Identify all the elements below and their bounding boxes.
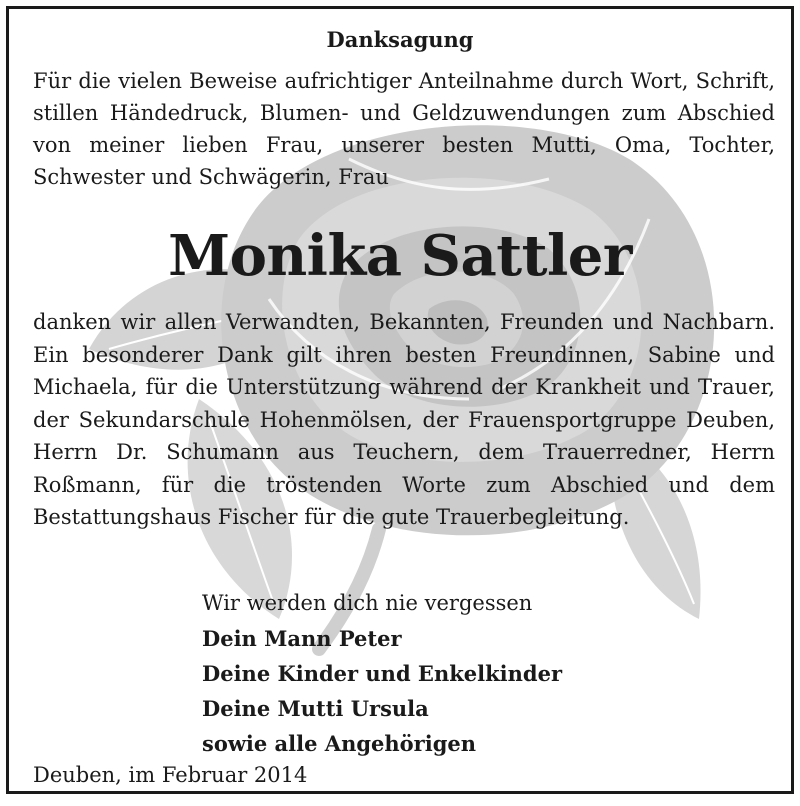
place-date: Deuben, im Februar 2014 xyxy=(33,763,308,787)
signatory-line: Deine Mutti Ursula xyxy=(202,696,429,721)
closing-block xyxy=(202,586,562,761)
signatory-line: sowie alle Angehörigen xyxy=(202,731,477,756)
heading-danksagung: Danksagung xyxy=(326,27,474,52)
signatory-line: Deine Kinder und Enkelkinder xyxy=(202,661,563,686)
deceased-name: Monika Sattler xyxy=(168,223,632,289)
thanks-paragraph: danken wir allen Verwandten, Bekannten, Freunden und Nachbarn. Ein besonderer Dank gilt ihren besten Freundinnen, Sabine und Michaela, für die Unterstützung während der Krankheit und Trauer, der Sekundarschule Hohenmölsen, der Frauensportgruppe Deuben, Herrn Dr. Schumann aus Teuchern, dem Trauerredner, Herrn Roßmann, für die tröstenden Worte zum Abschied und dem Bestattungshaus Fischer für die gute Trauerbegleitung. xyxy=(33,310,775,529)
intro-paragraph: Für die vielen Beweise aufrichtiger Anteilnahme durch Wort, Schrift, stillen Händedruck, Blumen- und Geldzuwendungen zum Abschied von meiner lieben Frau, unserer besten Mutti, Oma, Tochter, Schwester und Schwägerin, Frau xyxy=(33,69,775,189)
motto-line: Wir werden dich nie vergessen xyxy=(202,591,533,615)
signatory-line: Dein Mann Peter xyxy=(202,626,402,651)
obituary-notice xyxy=(6,6,794,794)
